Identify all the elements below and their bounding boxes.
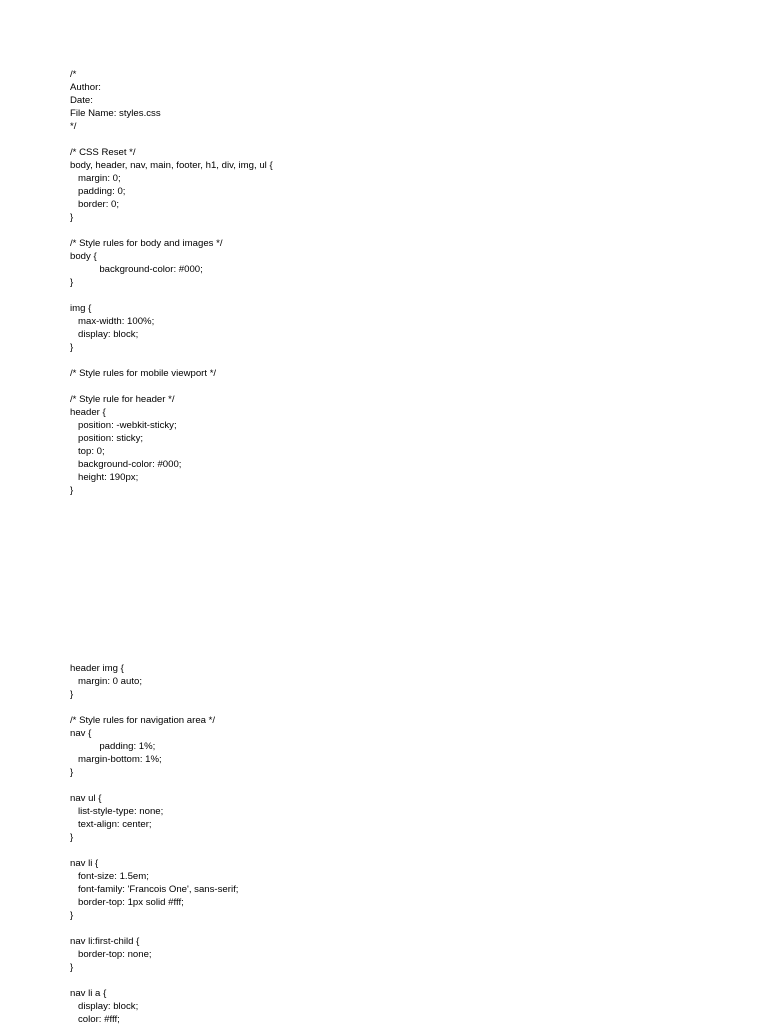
text-line: display: block; (70, 329, 139, 340)
text-line: list-style-type: none; (70, 806, 164, 817)
text-line: display: block; (70, 1001, 139, 1012)
text-line: border-top: 1px solid #fff; (70, 897, 184, 908)
text-line: nav li a { (70, 988, 107, 999)
text-line: /* Style rule for header */ (70, 394, 175, 405)
text-line: margin: 0 auto; (70, 676, 142, 687)
text-line: position: -webkit-sticky; (70, 420, 177, 431)
text-line: font-family: 'Francois One', sans-serif; (70, 884, 239, 895)
text-line: } (70, 212, 74, 223)
text-line: /* CSS Reset */ (70, 147, 136, 158)
text-line: header img { (70, 663, 124, 674)
text-line: /* Style rules for mobile viewport */ (70, 368, 217, 379)
text-line: } (70, 962, 74, 973)
text-line: } (70, 910, 74, 921)
text-line: padding: 0; (70, 186, 126, 197)
text-line: nav ul { (70, 793, 102, 804)
text-line: body, header, nav, main, footer, h1, div, img, ul { (70, 160, 273, 171)
text-line: img { (70, 303, 92, 314)
text-line: text-align: center; (70, 819, 152, 830)
text-line: /* Style rules for body and images */ (70, 238, 223, 249)
text-line: } (70, 277, 74, 288)
text-line: /* (70, 69, 77, 80)
text-line: color: #fff; (70, 1014, 120, 1024)
text-line: body { (70, 251, 97, 262)
text-line: margin: 0; (70, 173, 121, 184)
text-line: border: 0; (70, 199, 120, 210)
text-line: font-size: 1.5em; (70, 871, 149, 882)
text-line: } (70, 832, 74, 843)
text-line: position: sticky; (70, 433, 144, 444)
text-line: Author: (70, 82, 101, 93)
text-line: max-width: 100%; (70, 316, 155, 327)
text-line: top: 0; (70, 446, 105, 457)
text-line: padding: 1%; (70, 741, 156, 752)
text-line: Date: (70, 95, 93, 106)
text-line: border-top: none; (70, 949, 152, 960)
text-line: nav li:first-child { (70, 936, 140, 947)
text-line: background-color: #000; (70, 459, 182, 470)
text-line: /* Style rules for navigation area */ (70, 715, 216, 726)
text-line: height: 190px; (70, 472, 139, 483)
text-line: } (70, 689, 74, 700)
text-line: } (70, 342, 74, 353)
text-line: } (70, 767, 74, 778)
text-line: nav li { (70, 858, 99, 869)
text-line: header { (70, 407, 106, 418)
text-line: } (70, 485, 74, 496)
text-line: background-color: #000; (70, 264, 203, 275)
text-line: File Name: styles.css (70, 108, 161, 119)
text-line: */ (70, 121, 77, 132)
text-line: margin-bottom: 1%; (70, 754, 162, 765)
text-line: nav { (70, 728, 92, 739)
